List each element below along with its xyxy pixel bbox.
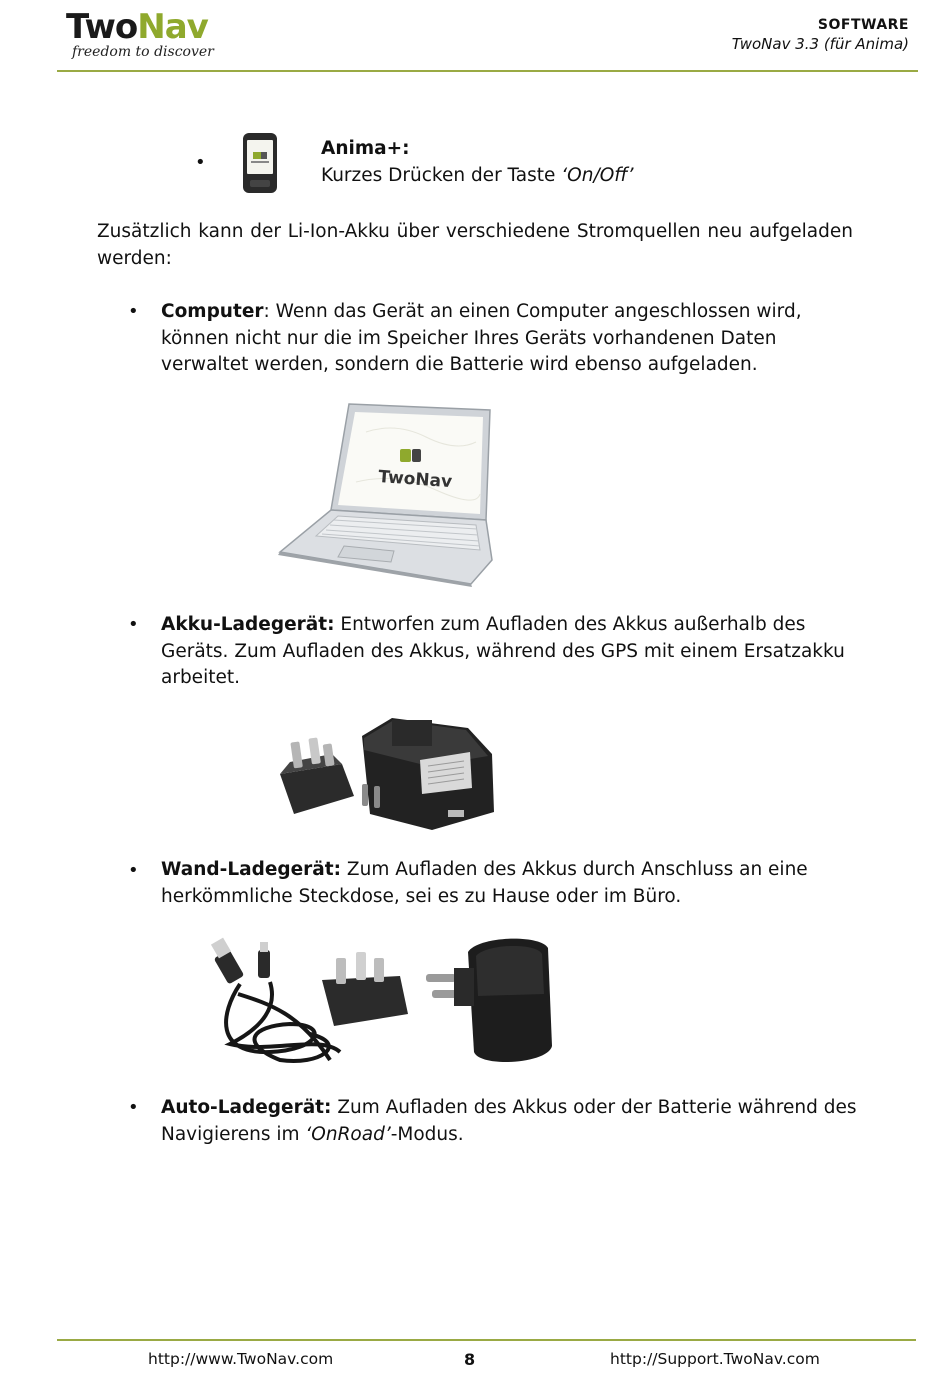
intro-paragraph: Zusätzlich kann der Li-Ion-Akku über verschiedene Stromquellen neu aufgeladen werden: xyxy=(97,221,853,269)
logo-tagline: freedom to discover xyxy=(72,44,214,60)
list-item-akku-ladegeraet xyxy=(161,612,861,692)
list-item-auto-ladegeraet xyxy=(161,1095,861,1148)
onroad-mode: ‘OnRoad’ xyxy=(305,1123,391,1145)
list-item-line xyxy=(161,1095,861,1122)
list-item-line: arbeitet. xyxy=(161,667,240,688)
list-item-wand-ladegeraet xyxy=(161,857,861,910)
bullet-dot: • xyxy=(128,301,139,322)
logo-wordmark xyxy=(66,7,214,47)
item-text: Zum Aufladen des Akkus durch Anschluss an eine xyxy=(346,859,808,880)
header-category: SOFTWARE xyxy=(817,17,909,33)
term-separator: : xyxy=(263,301,276,322)
anima-device-image xyxy=(241,132,279,194)
term-auto: Auto-Ladegerät: xyxy=(161,1097,332,1118)
anima-key: ‘On/Off’ xyxy=(561,165,634,186)
bullet-dot: • xyxy=(128,614,139,635)
item-text: Navigierens im xyxy=(161,1123,306,1145)
list-item-line: können nicht nur die im Speicher Ihres Geräts vorhandenen Daten xyxy=(161,327,777,349)
term-akku: Akku-Ladegerät: xyxy=(161,614,335,635)
header-version: TwoNav 3.3 (für Anima) xyxy=(731,35,909,53)
list-item-line xyxy=(161,299,861,326)
item-text: Wenn das Gerät an einen Computer angeschlossen wird, xyxy=(275,301,802,322)
laptop-screen-logo: TwoNav xyxy=(377,467,453,493)
bullet-dot: • xyxy=(195,152,206,173)
footer-rule xyxy=(57,1339,916,1341)
item-text: -Modus. xyxy=(390,1123,464,1145)
logo-two: Two xyxy=(66,7,138,47)
list-item-line xyxy=(161,857,861,884)
bullet-dot: • xyxy=(128,860,139,881)
list-item-line xyxy=(161,1122,861,1149)
page-number: 8 xyxy=(464,1350,476,1369)
header-logo xyxy=(66,7,214,60)
list-item-line: Geräts. Zum Aufladen des Akkus, während des GPS mit einem Ersatzakku xyxy=(161,640,845,662)
list-item-line xyxy=(161,612,861,639)
wall-charger-image xyxy=(210,934,560,1070)
list-item-line: verwaltet werden, sondern die Batterie wird ebenso aufgeladen. xyxy=(161,354,758,375)
item-text: Entworfen zum Aufladen des Akkus außerhalb des xyxy=(340,614,806,635)
anima-text-prefix: Kurzes Drücken der Taste xyxy=(321,165,562,186)
list-item-computer xyxy=(161,299,861,379)
footer-right-url[interactable]: http://Support.TwoNav.com xyxy=(610,1350,820,1368)
anima-text xyxy=(321,163,634,190)
logo-nav: Nav xyxy=(137,7,208,47)
laptop-image xyxy=(276,402,496,587)
header-meta xyxy=(509,17,909,53)
list-item-line: herkömmliche Steckdose, sei es zu Hause oder im Büro. xyxy=(161,885,682,907)
footer-left-url[interactable]: http://www.TwoNav.com xyxy=(148,1350,334,1368)
header-rule xyxy=(57,70,918,72)
anima-title: Anima+: xyxy=(321,138,410,159)
bullet-dot: • xyxy=(128,1097,139,1118)
term-wand: Wand-Ladegerät: xyxy=(161,859,342,880)
item-text: Zum Aufladen des Akkus oder der Batterie während des xyxy=(337,1097,857,1118)
term-computer: Computer xyxy=(161,301,264,322)
battery-charger-image xyxy=(272,714,498,832)
